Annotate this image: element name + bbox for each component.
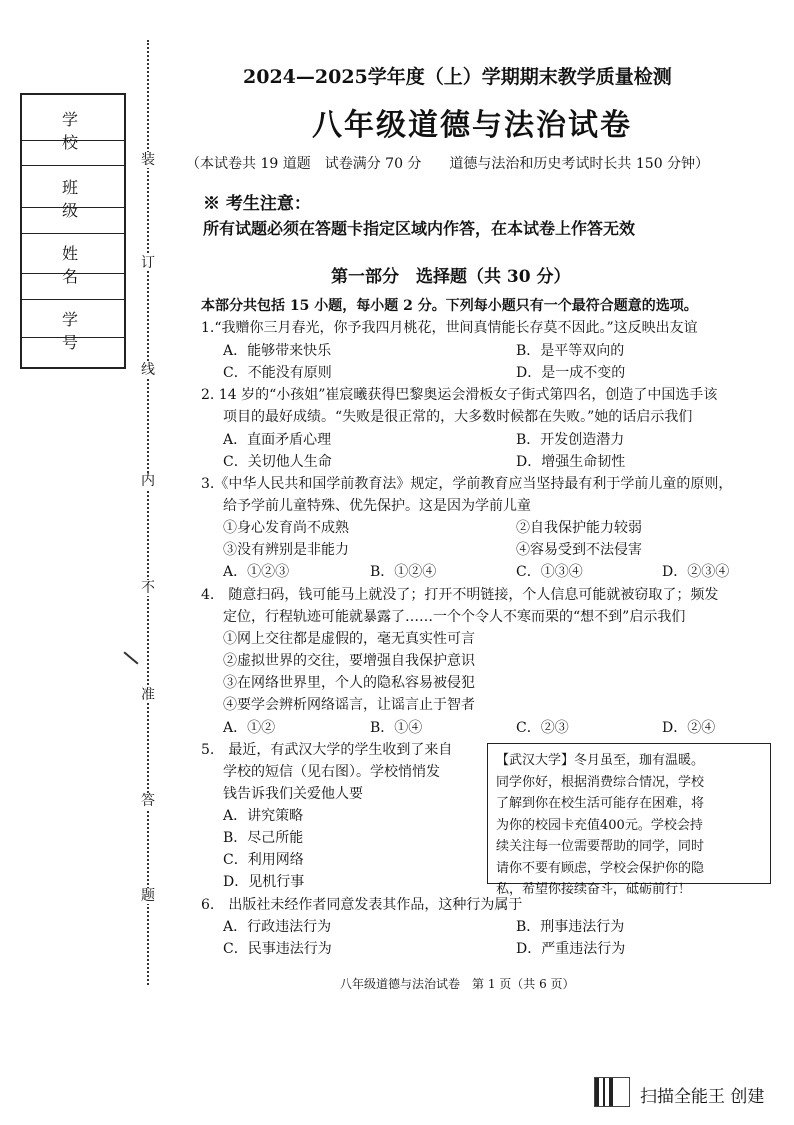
question-stem: 给予学前儿童特殊、优先保护。这是因为学前儿童 [223, 498, 531, 514]
sms-line: 为你的校园卡充值400元。学校会持 [496, 817, 703, 833]
divider [22, 140, 124, 141]
question-stem: 2. 14 岁的“小孩姐”崔宸曦获得巴黎奥运会滑板女子街式第四名，创造了中国选手该 [201, 387, 718, 403]
option: C．②③ [516, 720, 569, 736]
binding-char: 内 [141, 473, 155, 489]
statement: ③没有辨别是非能力 [223, 542, 349, 558]
sms-line: 同学你好，根据消费综合情况，学校 [496, 774, 705, 790]
option: B．是平等双向的 [516, 343, 625, 359]
option: C．不能没有原则 [223, 365, 332, 381]
option: A．讲究策略 [223, 808, 304, 824]
exam-subtitle: 八年级道德与法治试卷 [312, 108, 632, 143]
option: D．②④ [662, 720, 716, 736]
option: B．①④ [370, 720, 423, 736]
exam-info: （本试卷共 19 道题 试卷满分 70 分 道德与法治和历史考试时长共 150 分钟） [186, 156, 710, 172]
option: A．行政违法行为 [223, 919, 332, 935]
question-stem: 5. 最近，有武汉大学的学生收到了来自 [201, 742, 453, 758]
notice-text: 所有试题必须在答题卡指定区域内作答，在本试卷上作答无效 [203, 219, 636, 238]
option: B．①②④ [370, 564, 437, 580]
notice-heading: ※ 考生注意： [203, 194, 311, 214]
divider [22, 233, 124, 234]
option: B．刑事违法行为 [516, 919, 625, 935]
school-label: 学 校 [61, 110, 96, 152]
sms-line: 私，希望你接续奋斗，砥砺前行！ [496, 882, 692, 897]
option: C．①③④ [516, 564, 583, 580]
section-title: 第一部分 选择题（共 30 分） [331, 267, 571, 287]
option: D．增强生命韧性 [516, 454, 626, 470]
sms-message-box [487, 743, 771, 897]
sms-line: 了解到你在校生活可能存在困难，将 [496, 796, 705, 811]
option: A．能够带来快乐 [223, 343, 332, 359]
option: C．关切他人生命 [223, 454, 332, 470]
question-stem: 4. 随意扫码，钱可能马上就没了；打开不明链接，个人信息可能就被窃取了；频发 [201, 587, 719, 603]
scanner-watermark: 扫描全能王 创建 [640, 1087, 765, 1107]
divider [22, 207, 124, 208]
divider [22, 165, 124, 166]
binding-dotted-line [147, 40, 149, 985]
statement: ②自我保护能力较弱 [516, 520, 642, 536]
question-stem: 钱告诉我们关爱他人要 [223, 786, 363, 802]
section-intro: 本部分共包括 15 小题，每小题 2 分。下列每小题只有一个最符合题意的选项。 [201, 298, 698, 314]
option: A．①② [223, 720, 276, 736]
binding-char: 装 [141, 152, 155, 168]
question-stem: 学校的短信（见右图）。学校悄悄发 [223, 764, 440, 780]
option: A．直面矛盾心理 [223, 432, 332, 448]
page-footer: 八年级道德与法治试卷 第 1 页（共 6 页） [340, 977, 575, 991]
question-stem: 1.“我赠你三月春光，你予我四月桃花，世间真情能长存莫不因此。”这反映出友谊 [201, 320, 698, 336]
qr-code-icon [594, 1077, 630, 1107]
statement: ①身心发育尚不成熟 [223, 520, 349, 536]
question-stem: 6. 出版社未经作者同意发表其作品，这种行为属于 [201, 897, 523, 913]
statement: ④容易受到不法侵害 [516, 542, 642, 558]
sms-line: 请你不要有顾虑，学校会保护你的隐 [496, 860, 705, 876]
question-stem: 定位，行程轨迹可能就暴露了……一个个令人不寒而栗的“想不到”启示我们 [223, 609, 686, 625]
option: A．①②③ [223, 564, 290, 580]
statement: ①网上交往都是虚假的，毫无真实性可言 [223, 631, 475, 647]
divider [22, 337, 124, 338]
statement: ④要学会辨析网络谣言，让谣言止于智者 [223, 697, 475, 713]
student-id-label: 学 号 [61, 310, 96, 352]
option: C．利用网络 [223, 852, 304, 868]
sms-line: 【武汉大学】冬月虽至，珈有温暖。 [496, 753, 705, 768]
option: D．②③④ [662, 564, 730, 580]
binding-char: 线 [141, 362, 155, 378]
statement: ②虚拟世界的交往，要增强自我保护意识 [223, 653, 475, 669]
divider [22, 273, 124, 274]
class-label: 班 级 [61, 178, 96, 220]
option: D．严重违法行为 [516, 941, 626, 957]
option: C．民事违法行为 [223, 941, 332, 957]
binding-char: 题 [141, 888, 155, 904]
sms-line: 续关注每一位需要帮助的同学，同时 [496, 839, 705, 854]
question-stem: 3.《中华人民共和国学前教育法》规定，学前教育应当坚持最有利于学前儿童的原则， [201, 476, 733, 492]
divider [22, 299, 124, 300]
option: D．是一成不变的 [516, 365, 626, 381]
binding-char: 订 [141, 255, 155, 271]
option: B．尽己所能 [223, 830, 304, 846]
binding-char: 不 [141, 580, 155, 596]
option: D．见机行事 [223, 874, 305, 890]
binding-char: 答 [141, 793, 155, 809]
question-stem: 项目的最好成绩。“失败是很正常的，大多数时候都在失败。”她的话启示我们 [223, 409, 693, 425]
binding-char: 准 [141, 687, 155, 703]
name-label: 姓 名 [61, 244, 96, 286]
pencil-mark [123, 651, 138, 664]
exam-title: 2024—2025学年度（上）学期期末教学质量检测 [243, 66, 672, 88]
student-info-table [20, 93, 126, 369]
statement: ③在网络世界里，个人的隐私容易被侵犯 [223, 675, 475, 691]
option: B．开发创造潜力 [516, 432, 625, 448]
